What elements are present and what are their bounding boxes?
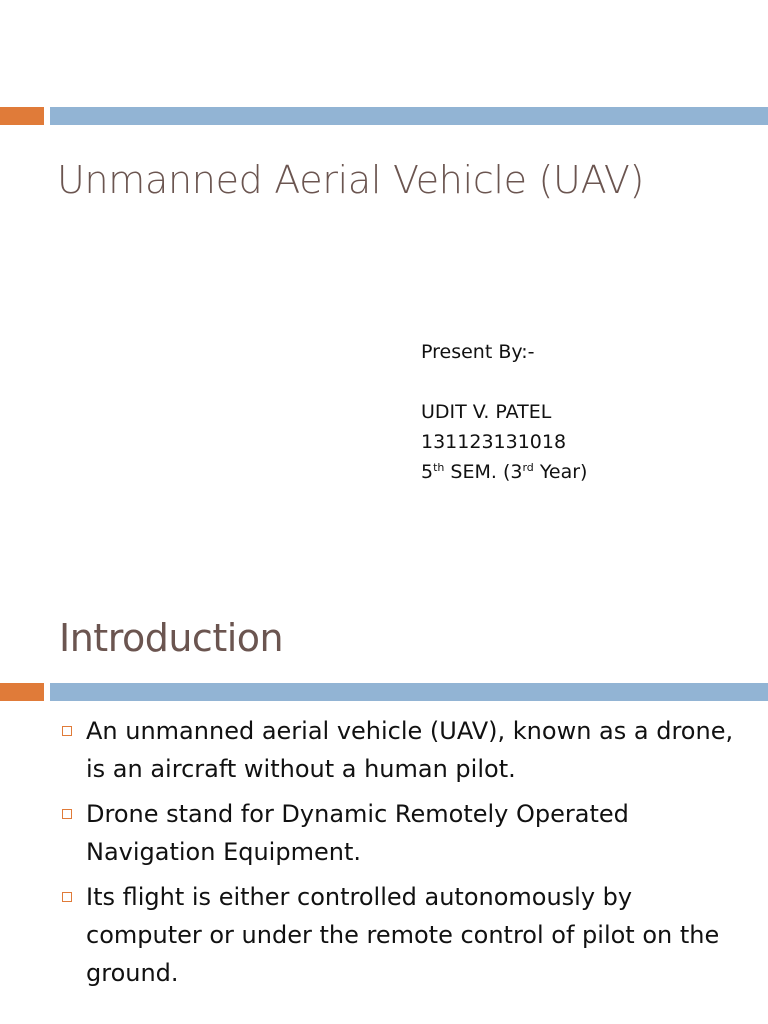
slide-title: Unmanned Aerial Vehicle (UAV) xyxy=(57,158,645,202)
slide-title: Introduction xyxy=(59,616,284,660)
bullet-text: Its flight is either controlled autonomously by computer or under the remote control of pilot on the ground. xyxy=(86,883,720,987)
list-item xyxy=(62,878,752,992)
presented-by-label: Present By:- xyxy=(421,341,535,363)
enrollment-number: 131123131018 xyxy=(421,431,567,453)
presenter-name: UDIT V. PATEL xyxy=(421,401,552,423)
accent-bar-blue xyxy=(50,683,768,701)
semester-number: 5 xyxy=(421,461,434,483)
semester-info xyxy=(421,457,587,487)
list-item xyxy=(62,795,752,871)
presenter-info xyxy=(421,337,587,487)
bullet-text: An unmanned aerial vehicle (UAV), known as a drone, is an aircraft without a human pilot. xyxy=(86,717,734,783)
accent-bar-blue xyxy=(50,107,768,125)
introduction-slide xyxy=(0,576,768,1024)
semester-suffix: th xyxy=(433,461,445,474)
year-suffix: rd xyxy=(522,461,534,474)
bullet-list xyxy=(62,712,752,999)
list-item xyxy=(62,712,752,788)
square-bullet-icon xyxy=(62,809,72,819)
year-text: Year) xyxy=(533,461,588,483)
bullet-text: Drone stand for Dynamic Remotely Operated Navigation Equipment. xyxy=(86,800,629,866)
square-bullet-icon xyxy=(62,892,72,902)
square-bullet-icon xyxy=(62,726,72,736)
accent-bar-orange xyxy=(0,683,44,701)
semester-text: SEM. (3 xyxy=(444,461,523,483)
accent-bar-orange xyxy=(0,107,44,125)
